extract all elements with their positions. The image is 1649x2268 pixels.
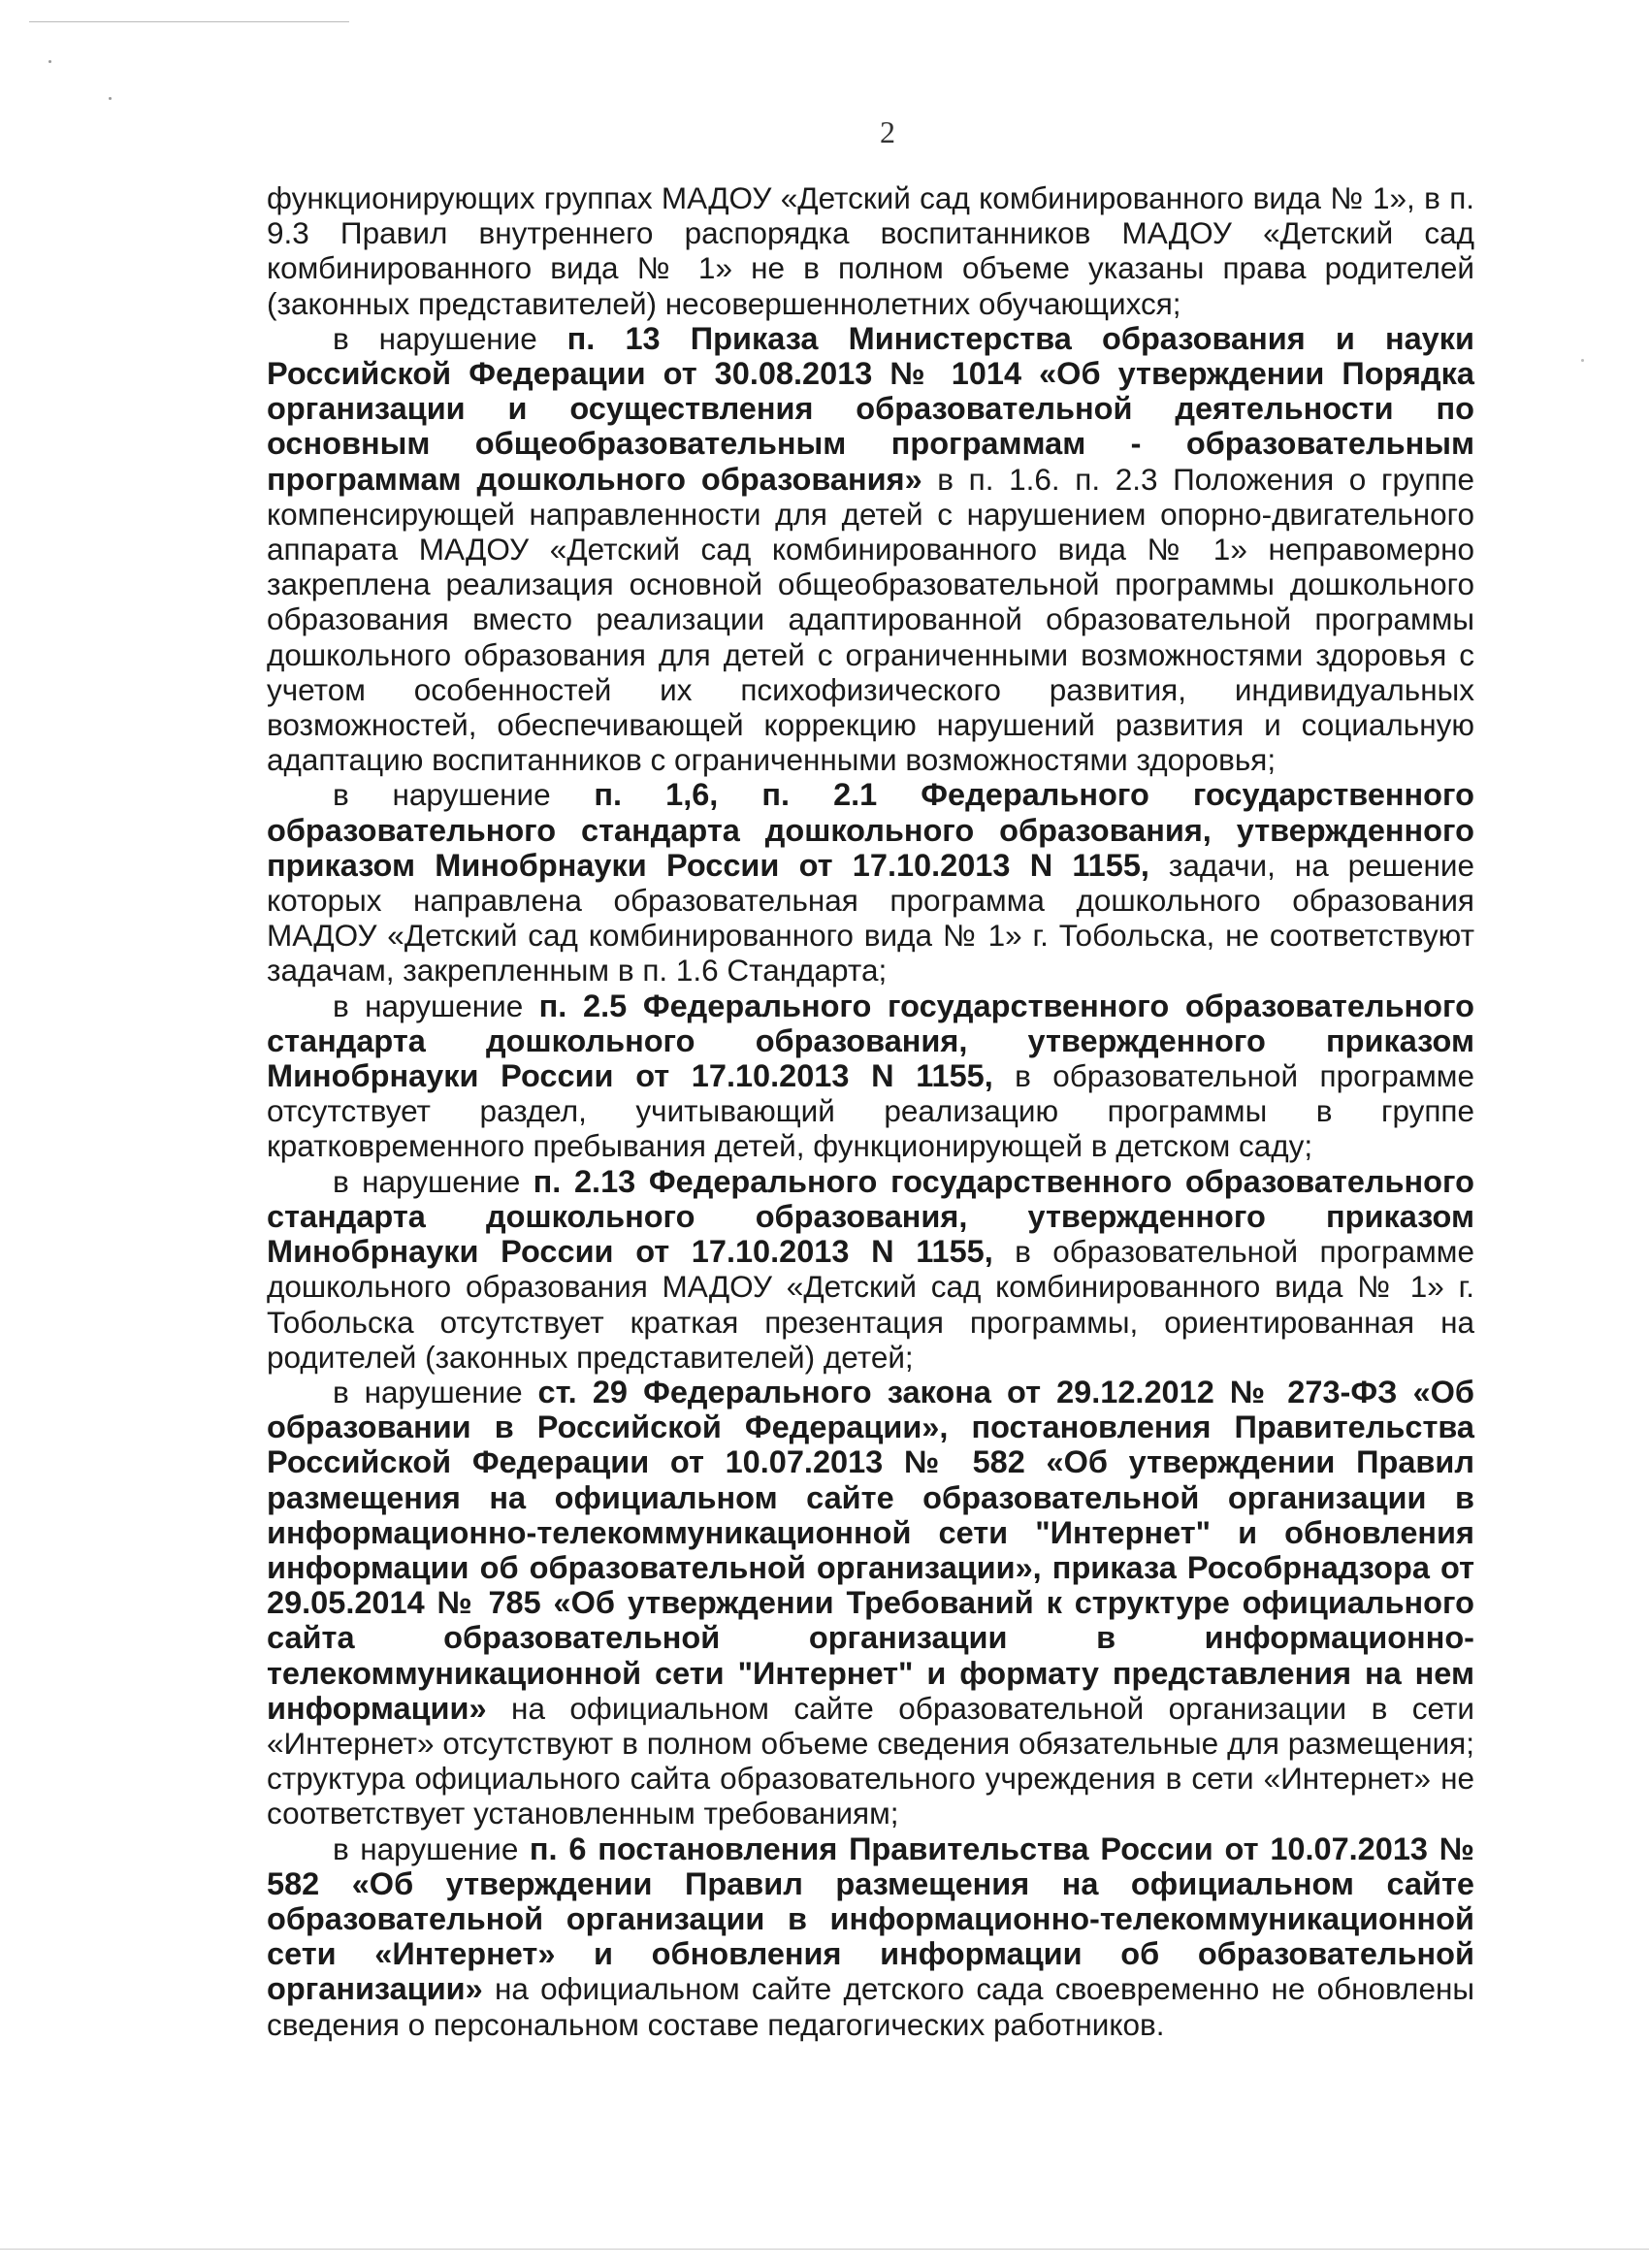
bold-text-run: п. 1,6, п. 2.1 Федерального государственного образовательного стандарта дошкольного образования, утвержденного приказом Минобрнауки России от 17.10.2013 N 1155, bbox=[267, 777, 1474, 883]
paragraph bbox=[267, 1375, 1474, 1831]
scan-edge-line bbox=[29, 21, 349, 22]
paragraph bbox=[267, 988, 1474, 1164]
bold-text-run: п. 6 постановления Правительства России от 10.07.2013 № 582 «Об утверждении Правил размещения на официальном сайте образовательной организации в информационно-телекоммуникационной сети «Интернет» и обновления информации об образовательной организации» bbox=[267, 1831, 1475, 2007]
paragraph bbox=[267, 777, 1474, 988]
text-run: в нарушение bbox=[333, 777, 595, 813]
text-run: в п. 1.6. п. 2.3 Положения о группе компенсирующей направленности для детей с нарушением опорно-двигательного аппарата МАДОУ «Детский сад комбинированного вида № 1» неправомерно закреплена реализация основной общеобразовательной программы дошкольного образования вместо реализации адаптированной образовательной программы дошкольного образования для детей с ограниченными возможностями здоровья с учетом особенностей их психофизического развития, индивидуальных возможностей, обеспечивающей коррекцию нарушений развития и социальную адаптацию воспитанников с ограниченными возможностями здоровья; bbox=[267, 461, 1475, 778]
text-run: на официальном сайте образовательной организации в сети «Интернет» отсутствуют в полном объеме сведения обязательные для размещения; структура официального сайта образовательного учреждения в сети «Интернет» не соответствует установленным требованиям; bbox=[267, 1690, 1474, 1831]
paragraph bbox=[267, 1831, 1474, 2042]
document-body bbox=[267, 180, 1474, 2042]
bold-text-run: п. 13 Приказа Министерства образования и науки Российской Федерации от 30.08.2013 № 1014 «Об утверждении Порядка организации и осуществления образовательной деятельности по основным общеобразовательным программам - образовательным программам дошкольного образования» bbox=[267, 320, 1474, 497]
paragraph bbox=[267, 180, 1474, 321]
text-run: в образовательной программе отсутствует раздел, учитывающий реализацию программы в группе кратковременного пребывания детей, функционирующей в детском саду; bbox=[267, 1058, 1474, 1164]
scan-speck bbox=[109, 97, 112, 100]
text-run: в образовательной программе дошкольного образования МАДОУ «Детский сад комбинированного вида № 1» г. Тобольска отсутствует краткая презентация программы, ориентированная на родителей (законных представителей) детей; bbox=[267, 1234, 1474, 1375]
scan-edge-line bbox=[0, 2249, 1649, 2250]
text-run: функционирующих группах МАДОУ «Детский сад комбинированного вида № 1», в п. 9.3 Правил внутреннего распорядка воспитанников МАДОУ «Детский сад комбинированного вида № 1» не в полном объеме указаны права родителей (законных представителей) несовершеннолетних обучающихся; bbox=[267, 180, 1474, 321]
text-run: в нарушение bbox=[333, 320, 567, 356]
text-run: на официальном сайте детского сада своевременно не обновлены сведения о персональном составе педагогических работников. bbox=[267, 1971, 1474, 2042]
bold-text-run: п. 2.5 Федерального государственного образовательного стандарта дошкольного образования, утвержденного приказом Минобрнауки России от 17.10.2013 N 1155, bbox=[267, 988, 1474, 1094]
paragraph bbox=[267, 321, 1474, 778]
scan-speck bbox=[1581, 359, 1584, 362]
text-run: в нарушение bbox=[333, 988, 539, 1023]
text-run: в нарушение bbox=[333, 1374, 538, 1409]
paragraph bbox=[267, 1164, 1474, 1375]
bold-text-run: ст. 29 Федерального закона от 29.12.2012 № 273-ФЗ «Об образовании в Российской Федерации», постановления Правительства Российской Федерации от 10.07.2013 № 582 «Об утверждении Правил размещения на официальном сайте образовательной организации в информационно-телекоммуникационной сети "Интернет" и обновления информации об образовательной организации», приказа Рособрнадзора от 29.05.2014 № 785 «Об утверждении Требований к структуре официального сайта образовательной организации в информационно-телекоммуникационной сети "Интернет" и формату представления на нем информации» bbox=[267, 1374, 1474, 1726]
scan-speck bbox=[48, 60, 51, 63]
bold-text-run: п. 2.13 Федерального государственного образовательного стандарта дошкольного образования, утвержденного приказом Минобрнауки России от 17.10.2013 N 1155, bbox=[267, 1163, 1474, 1270]
text-run: в нарушение bbox=[333, 1163, 534, 1199]
page-number: 2 bbox=[880, 114, 895, 149]
text-run: в нарушение bbox=[333, 1831, 530, 1866]
text-run: задачи, на решение которых направлена образовательная программа дошкольного образования МАДОУ «Детский сад комбинированного вида № 1» г. Тобольска, не соответствуют задачам, закрепленным в п. 1.6 Стандарта; bbox=[267, 847, 1475, 988]
